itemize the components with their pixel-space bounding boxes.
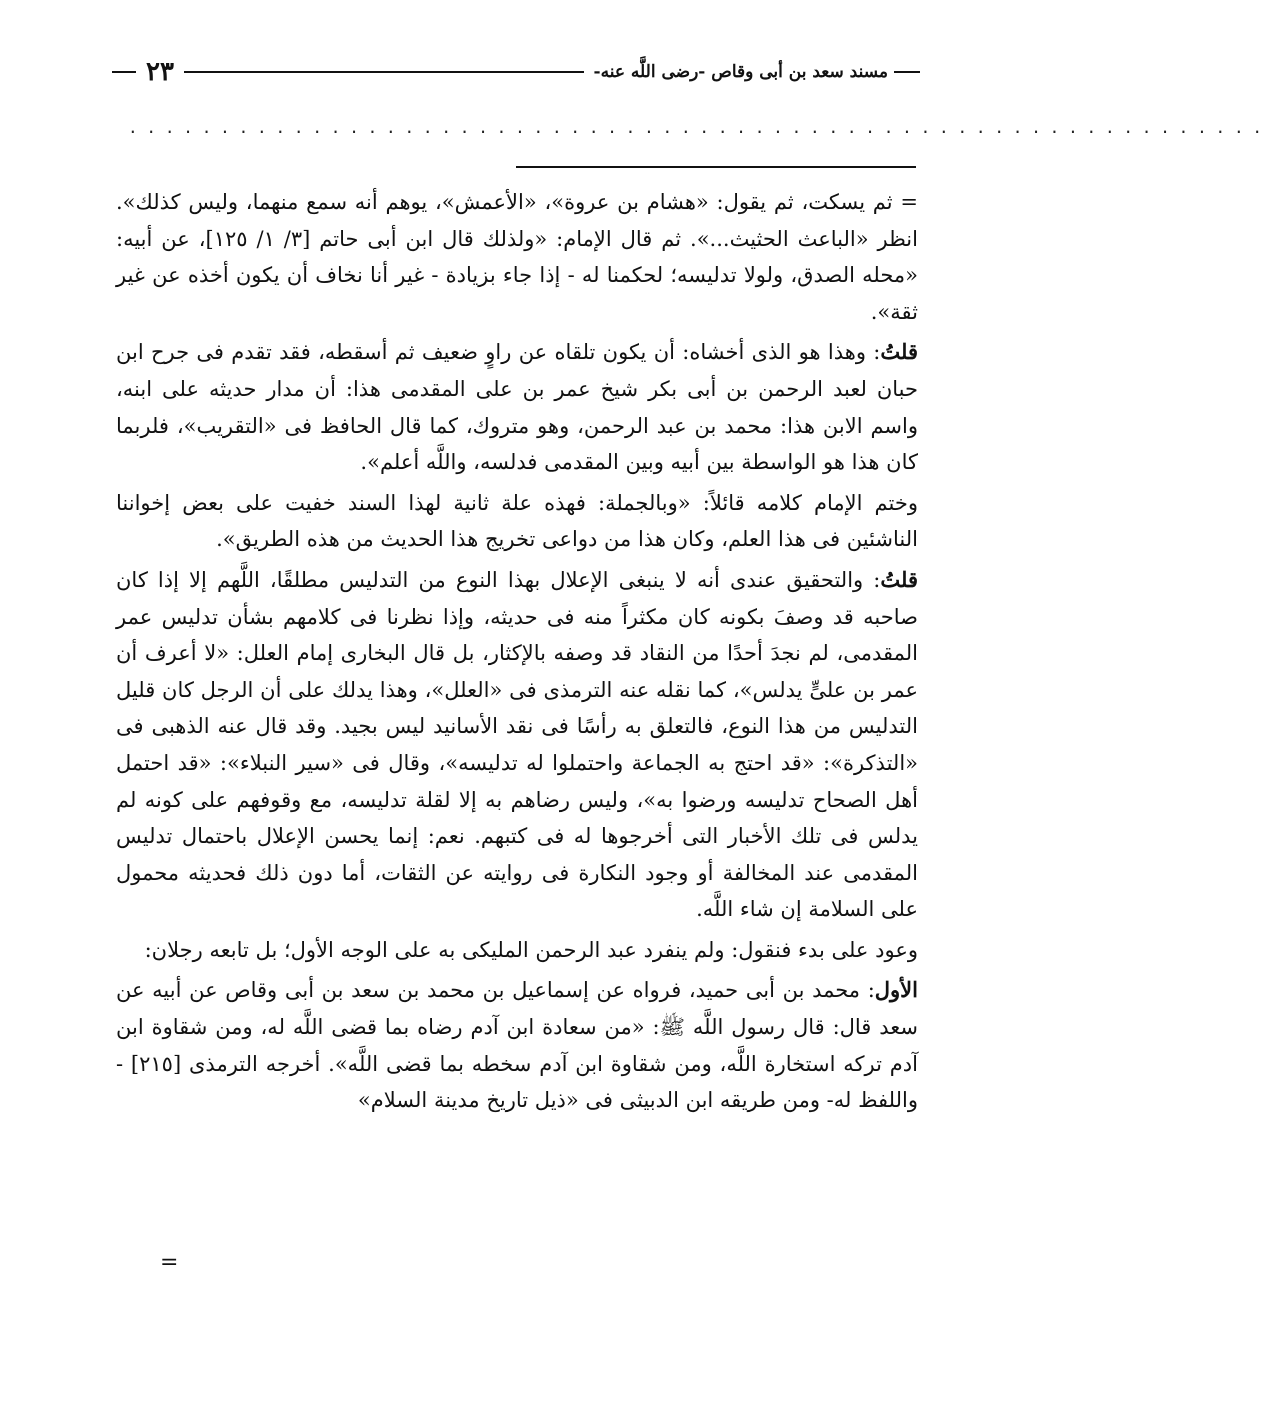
- paragraph-lead: قلتُ: [880, 566, 918, 592]
- paragraph-text: : وهذا هو الذى أخشاه: أن يكون تلقاه عن راوٍ ضعيف ثم أسقطه، فقد تقدم فى جرح ابن حبان لعبد الرحمن بن أبى بكر شيخ عمر بن على المقدمى هذا: أن مدار حديثه على ابنه، واسم الابن هذا: محمد بن عبد الرحمن، وهو متروك، كما قال الحافظ فى «التقريب»، فلربما كان هذا هو الواسطة بين أبيه وبين المقدمى فدلسه، واللَّه أعلم».: [116, 340, 918, 475]
- paragraph: [116, 184, 918, 330]
- paragraph-text: وعود على بدء فنقول: ولم ينفرد عبد الرحمن المليكى به على الوجه الأول؛ بل تابعه رجلان:: [144, 937, 918, 962]
- footnote-body: [116, 184, 918, 1123]
- paragraph-lead: الأول: [874, 977, 918, 1003]
- paragraph-text: وختم الإمام كلامه قائلاً: «وبالجملة: فهذه علة ثانية لهذا السند خفيت على بعض إخواننا الناشئين فى هذا العلم، وكان هذا من دواعى تخريج هذا الحديث من هذه الطريق».: [116, 490, 918, 552]
- page-header: [112, 52, 920, 92]
- running-title: مسند سعد بن أبى وقاص -رضى اللَّه عنه-: [593, 62, 888, 82]
- paragraph-text: ثم يسكت، ثم يقول: «هشام بن عروة»، «الأعمش»، يوهم أنه سمع منهما، وليس كذلك». انظر «الباعث الحثيث...». ثم قال الإمام: «ولذلك قال ابن أبى حاتم [٣/ ١/ ١٢٥]، عن أبيه: «محله الصدق، ولولا تدليسه؛ لحكمنا له - إذا جاء بزيادة - غير أنا نخاف أن يكون أخذه عن غير ثقة».: [116, 190, 918, 324]
- paragraph-lead: قلتُ: [880, 339, 918, 365]
- header-dash: [894, 71, 920, 73]
- paragraph-text: : محمد بن أبى حميد، فرواه عن إسماعيل بن محمد بن سعد بن أبى وقاص عن أبيه عن سعد قال: قال رسول اللَّه ﷺ: «من سعادة ابن آدم رضاه بما قضى اللَّه له، ومن شقاوة ابن آدم تركه استخارة اللَّه، ومن شقاوة ابن آدم سخطه بما قضى اللَّه». أخرجه الترمذى [٢١٥] - واللفظ له- ومن طريقه ابن الدبيثى فى «ذيل تاريخ مدينة السلام»: [116, 978, 918, 1113]
- paragraph: [116, 485, 918, 558]
- page-number: ٢٣: [146, 57, 174, 87]
- header-rule: [184, 71, 584, 73]
- continuation-mark: =: [892, 190, 918, 214]
- paragraph: [116, 932, 918, 969]
- footnote-rule: [516, 166, 916, 168]
- dotted-separator: ..............................................................: [128, 118, 1271, 137]
- paragraph: [116, 972, 918, 1118]
- continuation-end-mark: =: [160, 1250, 179, 1275]
- paragraph: [116, 334, 918, 480]
- paragraph: [116, 562, 918, 928]
- paragraph-text: : والتحقيق عندى أنه لا ينبغى الإعلال بهذا النوع من التدليس مطلقًا، اللَّهم إلا إذا كان صاحبه قد وصفَ بكونه كان مكثراً منه فى حديثه، وإذا نظرنا فى كلامهم بشأن تدليس عمر المقدمى، لم نجدَ أحدًا من النقاد قد وصفه بالإكثار، بل قال البخارى إمام العلل: «لا أعرف أن عمر بن علىٍّ يدلس»، كما نقله عنه الترمذى فى «العلل»، وهذا يدلك على أن الرجل كان قليل التدليس من هذا النوع، فالتعلق به رأسًا فى نقد الأسانيد ليس بجيد. وقد قال عنه الذهبى فى «التذكرة»: «قد احتج به الجماعة واحتملوا له تدليسه»، وقال فى «سير النبلاء»: «قد احتمل أهل الصحاح تدليسه ورضوا به»، وليس رضاهم به إلا لقلة تدليسه، مع وقوفهم على كونه لم يدلس فى تلك الأخبار التى أخرجوها له فى كتبهم. نعم: إنما يحسن الإعلال باحتمال تدليس المقدمى عند المخالفة أو وجود النكارة فى روايته عن الثقات، أما دون ذلك فحديثه محمول على السلامة إن شاء اللَّه.: [116, 567, 918, 922]
- header-dash-end: [112, 71, 136, 73]
